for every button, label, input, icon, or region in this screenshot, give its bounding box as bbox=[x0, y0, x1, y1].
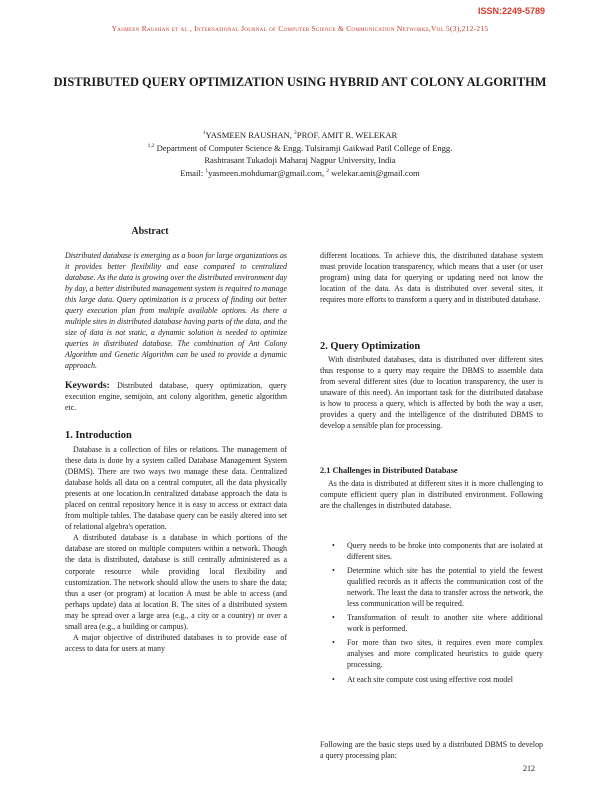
email-1: yasmeen.mohdumar@gmail.com, bbox=[208, 168, 327, 179]
university: Rashtrasant Tukadoji Maharaj Nagpur University, India bbox=[204, 154, 396, 165]
list-item: • At each site compute cost using effective cost model bbox=[332, 674, 513, 684]
section-heading-query-optimization: 2. Query Optimization bbox=[320, 341, 421, 352]
page-number: 212 bbox=[523, 764, 535, 773]
challenges-list bbox=[320, 540, 543, 688]
email-2: welekar.amit@gmail.com bbox=[329, 168, 420, 179]
abstract-text: Distributed database is emerging as a boon for large organizations as it provides better flexibility and ease compared to centralized database. As the data is growing over the distributed environment day by day, a better distributed management system is required to manage this large data. Query optimization is a process of finding out better query execution plan from multiple available options. As there a multiple sites in distributed database having parts of the data, and the size of data is not static, a dynamic solution is needed to optimize queries in distributed database. The combination of Ant Colony Algorithm and Genetic Algorithm can be used to provide a dynamic approach. bbox=[65, 251, 287, 371]
section-heading-introduction: 1. Introduction bbox=[65, 430, 132, 441]
introduction-body bbox=[65, 444, 287, 654]
issn-label: ISSN:2249-5789 bbox=[478, 6, 546, 16]
paper-title: DISTRIBUTED QUERY OPTIMIZATION USING HYBRID ANT COLONY ALGORITHM bbox=[53, 75, 547, 89]
affiliation-line: $^{1,2}$ Department of Computer Science & Engg. Tulsiramji Gaikwad Patil College of Engg. bbox=[147, 143, 453, 154]
author-block bbox=[20, 128, 580, 180]
email-line: Email: $^1$yasmeen.mohdumar@gmail.com, $^2$ welekar.amit@gmail.com bbox=[180, 168, 420, 179]
list-item: • Determine which site has the potential to yield the fewest qualified records as it affects the communication cost of the network. The least the data to transfer across the network, the less communication will be required. bbox=[332, 566, 543, 609]
keywords-text: Distributed database, query optimization, query execution engine, semijoin, ant colony algorithm, genetic algorithm etc. bbox=[65, 381, 287, 413]
bullet-icon: • bbox=[332, 638, 335, 648]
running-head: Yasmeen Raushan et al , International Journal of Computer Science & Communication Networks,Vol 5(3),212-215 bbox=[111, 24, 489, 33]
bullet-icon: • bbox=[332, 541, 335, 550]
closing-paragraph: Following are the basic steps used by a distributed DBMS to develop a query processing plan: bbox=[320, 739, 543, 760]
challenges-body: As the data is distributed at different sites it is more challenging to compute efficient query plan in distributed environment. Following are the challenges in distributed database. bbox=[320, 479, 543, 511]
paragraph: Database is a collection of files or relations. The management of these data is done by a system called Database Management System (DBMS). There are two ways two manage these data. Centralized database holds all data on a central computer, all the data physically presents at one location.In centralized database approach the data is placed on central repository hence it is easy to access or extract data from multiple tables. The database query can be easily altered into set of relational algebra's operation. bbox=[65, 445, 287, 532]
subsection-heading-challenges: 2.1 Challenges in Distributed Database bbox=[320, 466, 458, 475]
paragraph: A distributed database is a database in which portions of the database are stored on multiple computers within a network. Though the data is distributed, database is still centrally administered as a corporate resource while providing local flexibility and customization. The network should allow the users to share the data; thus a user (or program) at location A must be able to access (and perhaps update) data at location B. The sites of a distributed system may be spread over a large area (e.g., a city or a country) or over a small area (e.g., a building or campus). bbox=[65, 533, 287, 631]
right-column-continuation: different locations. To achieve this, the distributed database system must provide location transparency, which means that a user (or user program) using data for querying or updating need not know the location of the data. As data is distributed over several sites, it requires more efforts to transform a query and in distributed database. bbox=[320, 251, 543, 305]
author-line: $^1$YASMEEN RAUSHAN, $^2$PROF. AMIT R. WELEKAR bbox=[202, 129, 398, 140]
bullet-icon: • bbox=[332, 613, 335, 623]
list-item: • Transformation of result to another site where additional work is performed. bbox=[332, 613, 543, 634]
paragraph: A major objective of distributed databases is to provide ease of access to data for users at many bbox=[65, 632, 287, 653]
bullet-icon: • bbox=[332, 566, 335, 576]
list-item: • Query needs to be broke into components that are isolated at different sites. bbox=[332, 541, 543, 562]
list-item: • For more than two sites, it requires even more complex analyses and more complicated heuristics to guide query processing. bbox=[332, 638, 543, 670]
abstract-heading: Abstract bbox=[131, 226, 169, 237]
query-optimization-body: With distributed databases, data is distributed over different sites thus response to a query may require the DBMS to assemble data from several different sites (due to location transparency, the user is unaware of this need). An important task for the distributed database is how to process a query, which is affected by both the way a user, provides a query and the intelligence of the distributed DBMS to develop a sensible plan for processing. bbox=[320, 355, 543, 431]
bullet-icon: • bbox=[332, 674, 335, 684]
keywords-label: Keywords: bbox=[65, 380, 118, 391]
department: Department of Computer Science & Engg. Tulsiramji Gaikwad Patil College of Engg. bbox=[154, 143, 453, 154]
keywords bbox=[65, 380, 287, 413]
author-1: YASMEEN RAUSHAN, bbox=[205, 129, 295, 140]
author-2: PROF. AMIT R. WELEKAR bbox=[296, 129, 398, 140]
